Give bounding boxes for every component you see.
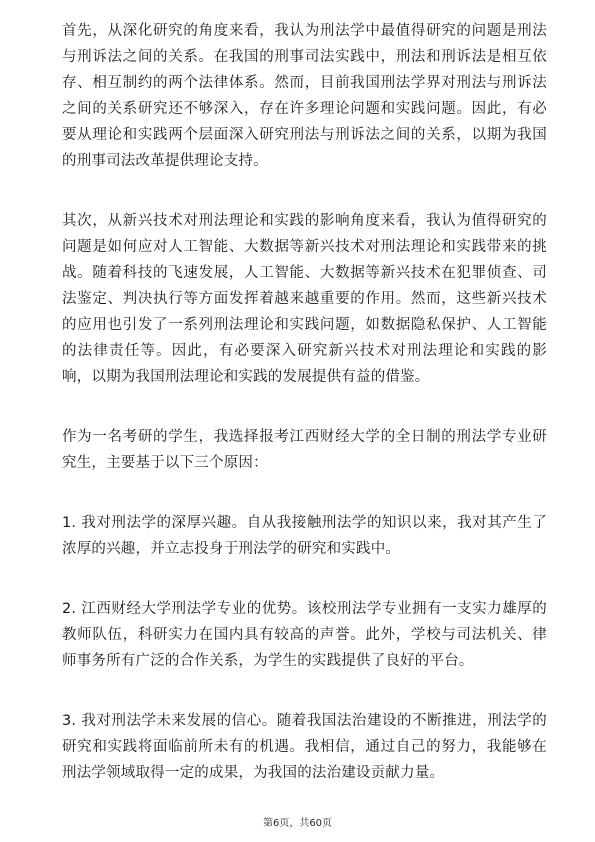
paragraph-gap bbox=[62, 174, 547, 208]
paragraph-research-criminal-procedure: 首先，从深化研究的角度来看，我认为刑法学中最值得研究的问题是刑法与刑诉法之间的关系。在我国的刑事司法实践中，刑法和刑诉法是相互依存、相互制约的两个法律体系。然而，目前我国刑法学界对刑法与刑诉法之间的关系研究还不够深入，存在许多理论问题和实践问题。因此，有必要从理论和实践两个层面深入研究刑法与刑诉法之间的关系，以期为我国的刑事司法改革提供理论支持。 bbox=[62, 23, 547, 169]
paragraph-reason-1: 1. 我对刑法学的深厚兴趣。自从我接触刑法学的知识以来，我对其产生了浓厚的兴趣，并立志投身于刑法学的研究和实践中。 bbox=[62, 515, 547, 557]
paragraph-gap bbox=[62, 390, 547, 424]
paragraph-reason-3: 3. 我对刑法学未来发展的信心。随着我国法治建设的不断推进，刑法学的研究和实践将面临前所未有的机遇。我相信，通过自己的努力，我能够在刑法学领域取得一定的成果，为我国的法治建设贡献力量。 bbox=[62, 713, 547, 781]
paragraph-research-new-technology: 其次，从新兴技术对刑法理论和实践的影响角度来看，我认为值得研究的问题是如何应对人工智能、大数据等新兴技术对刑法理论和实践带来的挑战。随着科技的飞速发展，人工智能、大数据等新兴技术在犯罪侦查、司法鉴定、判决执行等方面发挥着越来越重要的作用。然而，这些新兴技术的应用也引发了一系列刑法理论和实践问题，如数据隐私保护、人工智能的法律责任等。因此，有必要深入研究新兴技术对刑法理论和实践的影响，以期为我国刑法理论和实践的发展提供有益的借鉴。 bbox=[62, 213, 547, 385]
paragraph-application-intro: 作为一名考研的学生，我选择报考江西财经大学的全日制的刑法学专业研究生，主要基于以下三个原因： bbox=[62, 429, 547, 471]
page-number-footer: 第6页，共60页 bbox=[262, 818, 333, 829]
paragraph-gap bbox=[62, 562, 547, 596]
paragraph-reason-2: 2. 江西财经大学刑法学专业的优势。该校刑法学专业拥有一支实力雄厚的教师队伍，科研实力在国内具有较高的声誉。此外，学校与司法机关、律师事务所有广泛的合作关系，为学生的实践提供了良好的平台。 bbox=[62, 601, 547, 669]
paragraph-gap bbox=[62, 674, 547, 708]
paragraph-gap bbox=[62, 476, 547, 510]
document-body bbox=[62, 18, 547, 786]
